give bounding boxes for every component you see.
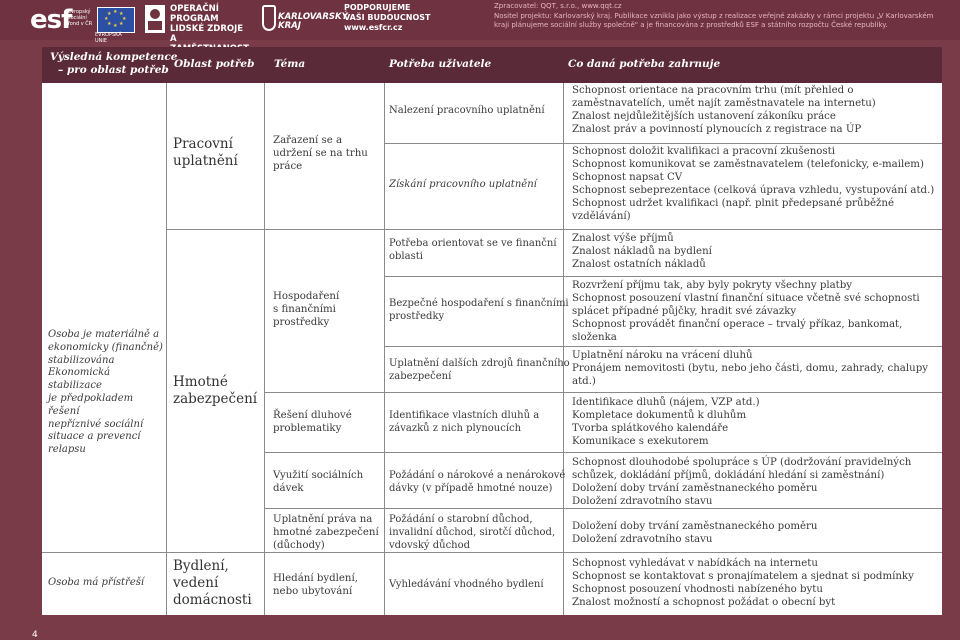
potreba-ziskani: Získání pracovního uplatnění xyxy=(389,179,537,190)
row-divider xyxy=(384,229,942,230)
co-line: zaměstnavatelích, umět najít zaměstnavatele na internetu) xyxy=(572,98,876,109)
kompetence-line: Ekonomická stabilizace xyxy=(48,367,111,392)
esf-logo-subtitle xyxy=(68,9,92,27)
tema-line: nebo ubytování xyxy=(273,586,353,597)
eu-flag-icon: ★ ★ ★ ★ ★ ★ ★ ★ xyxy=(97,7,135,33)
potreba-line: zabezpečení xyxy=(389,371,452,382)
co-line: Znalost možností a schopnost požádat o obecní byt xyxy=(572,597,836,608)
op-line: A xyxy=(170,34,177,44)
row-divider xyxy=(264,552,384,553)
kompetence-line: situace a prevencí xyxy=(48,431,141,443)
oblast-line: domácnosti xyxy=(173,592,252,608)
co-line: Rozvržení příjmu tak, aby byly pokryty všechny platby xyxy=(572,280,853,291)
info-line: Nositel projektu: Karlovarský kraj. Publikace vznikla jako výstup z realizace veřejné zakázky v rámci projektu „V Karlovarském xyxy=(494,11,934,20)
header-potreba: Potřeba uživatele xyxy=(389,58,492,70)
potreba-dalsi-zdroje xyxy=(389,357,570,383)
co-line: Doložení doby trvání zaměstnaneckého poměru xyxy=(572,483,818,494)
esf-sub-line: fond v ČR xyxy=(68,21,93,27)
row-divider xyxy=(384,276,942,277)
co-line: Schopnost posouzení vlastní finanční situace včetně své schopnosti xyxy=(572,293,920,304)
tema-line: prostředky xyxy=(273,317,330,328)
page-number: 4 xyxy=(32,630,38,640)
kraj-logo-text xyxy=(278,13,348,31)
header-tema: Téma xyxy=(274,58,306,70)
podporujeme-logo xyxy=(344,3,430,33)
esf-logo-text: esf xyxy=(30,5,72,35)
co-orientace-trh xyxy=(572,84,876,136)
header-kompetence xyxy=(50,51,178,77)
row-divider xyxy=(166,552,264,553)
row-divider xyxy=(166,229,264,230)
op-line: OPERAČNÍ PROGRAM xyxy=(170,4,219,24)
potreba-nalezeni: Nalezení pracovního uplatnění xyxy=(389,105,545,116)
co-line: složenka xyxy=(572,332,617,343)
co-vyhledavani-bydleni xyxy=(572,557,914,609)
op-logo xyxy=(145,3,255,44)
potreba-orientace xyxy=(389,237,557,263)
kompetence-ekonomicka xyxy=(48,329,164,457)
column-divider xyxy=(563,83,564,615)
esf-sub-line: evropský xyxy=(68,9,91,15)
potreba-line: dávky (v případě hmotné nouze) xyxy=(389,483,553,494)
co-line: Schopnost vyhledávat v nabídkách na internetu xyxy=(572,558,818,569)
potreba-line: Požádání o nárokové a nenárokové xyxy=(389,470,566,481)
publication-info xyxy=(494,2,956,31)
potreba-davky xyxy=(389,469,565,495)
kraj-emblem-icon xyxy=(262,5,276,31)
potreba-line: prostředky xyxy=(389,311,445,322)
tema-line: hmotné zabezpečení xyxy=(273,527,379,538)
co-line: Identifikace dluhů (nájem, VZP atd.) xyxy=(572,397,760,408)
tema-line: s finančními xyxy=(273,304,336,315)
co-line: Doložení zdravotního stavu xyxy=(572,496,713,507)
potreba-duchod xyxy=(389,513,555,552)
oblast-pracovni-uplatneni xyxy=(173,136,238,170)
row-divider xyxy=(384,392,942,393)
pod-line: VAŠI BUDOUCNOST xyxy=(344,13,431,22)
co-line: Schopnost sebeprezentace (celková úprava vzhledu, vystupování atd.) xyxy=(572,185,935,196)
column-divider xyxy=(166,83,167,615)
pod-url: www.esfcr.cz xyxy=(344,23,403,32)
row-divider xyxy=(264,392,384,393)
oblast-line: zabezpečení xyxy=(173,391,258,407)
co-spoluprace-up xyxy=(572,456,911,508)
kompetence-line: stabilizována xyxy=(48,354,115,366)
tema-line: (důchody) xyxy=(273,540,325,551)
co-line: Uplatnění nároku na vrácení dluhů xyxy=(572,350,753,361)
co-line: Znalost ostatních nákladů xyxy=(572,259,706,270)
kompetence-line: je předpokladem řešení xyxy=(48,392,134,417)
potreba-line: oblasti xyxy=(389,251,423,262)
row-divider xyxy=(384,552,942,553)
op-line: LIDSKÉ ZDROJE xyxy=(170,24,244,34)
co-line: Pronájem nemovitosti (bytu, nebo jeho části, domu, zahrady, chalupy xyxy=(572,363,928,374)
column-divider xyxy=(384,83,385,615)
kompetence-pristresi: Osoba má přístřeší xyxy=(48,577,145,588)
info-line: Zpracovatel: QQT, s.r.o., www.qqt.cz xyxy=(494,2,622,10)
kompetence-line: ekonomicky (finančně) xyxy=(48,341,163,353)
tema-line: Řešení dluhové xyxy=(273,410,352,421)
potreba-line: Uplatnění dalších zdrojů finančního xyxy=(389,358,570,369)
co-line: vzdělávání) xyxy=(572,211,631,222)
karlovarsky-kraj-logo xyxy=(262,3,348,37)
co-line: Schopnost provádět finanční operace – trvalý příkaz, bankomat, xyxy=(572,319,903,330)
co-line: Znalost práv a povinností plynoucích z registrace na ÚP xyxy=(572,124,862,135)
header-kompetence-line: Výsledná kompetence xyxy=(50,51,178,63)
potreba-line: Identifikace vlastních dluhů a xyxy=(389,410,540,421)
tema-line: práce xyxy=(273,161,303,172)
row-divider xyxy=(42,552,166,553)
kompetence-line: relapsu xyxy=(48,444,86,456)
oblast-line: vedení xyxy=(173,575,219,591)
row-divider xyxy=(264,229,384,230)
co-vraceni-dluhu xyxy=(572,349,928,388)
row-divider xyxy=(384,452,942,453)
tema-dluhy xyxy=(273,409,352,435)
kraj-line: KRAJ xyxy=(278,21,301,31)
row-divider xyxy=(384,346,942,347)
potreba-line: Bezpečné hospodaření s finančními xyxy=(389,298,569,309)
co-line: Doložení zdravotního stavu xyxy=(572,534,713,545)
potreba-line: závazků z nich plynoucích xyxy=(389,423,522,434)
oblast-line: uplatnění xyxy=(173,153,238,169)
tema-line: Zařazení se a xyxy=(273,135,343,146)
co-line: Schopnost udržet kvalifikaci (např. plnit předepsané průběžné xyxy=(572,198,894,209)
oblast-bydleni xyxy=(173,558,252,609)
co-line: Znalost výše příjmů xyxy=(572,233,674,244)
oblast-line: Pracovní xyxy=(173,136,233,152)
header-kompetence-line: – pro oblast potřeb xyxy=(58,64,169,76)
oblast-hmotne-zabezpeceni xyxy=(173,374,257,408)
column-divider xyxy=(264,83,265,615)
co-line: Schopnost doložit kvalifikaci a pracovní zkušenosti xyxy=(572,146,835,157)
co-line: Schopnost dlouhodobé spolupráce s ÚP (dodržování pravidelných xyxy=(572,457,912,468)
esf-sub-line: sociální xyxy=(68,15,87,21)
co-line: schůzek, dokládání příjmů, dokládání hledání si zaměstnání) xyxy=(572,470,885,481)
tema-line: Hledání bydlení, xyxy=(273,573,358,584)
tema-line: udržení se na trhu xyxy=(273,148,368,159)
kompetence-line: nepříznivé sociální xyxy=(48,418,144,430)
co-line: Znalost nejdůležitějších ustanovení zákoníku práce xyxy=(572,111,836,122)
potreba-bezpecne-hospodareni xyxy=(389,297,569,323)
co-line: Komunikace s exekutorem xyxy=(572,436,709,447)
tema-line: Uplatnění práva na xyxy=(273,514,373,525)
co-line: Schopnost se kontaktovat s pronajímatelem a sjednat si podmínky xyxy=(572,571,914,582)
co-line: Schopnost napsat CV xyxy=(572,172,683,183)
pod-line: PODPORUJEME xyxy=(344,3,411,12)
co-line: Tvorba splátkového kalendáře xyxy=(572,423,729,434)
header-bar xyxy=(0,0,960,44)
co-line: Znalost nákladů na bydlení xyxy=(572,246,712,257)
row-divider xyxy=(264,508,384,509)
tema-trh-prace xyxy=(273,134,368,173)
tema-line: dávek xyxy=(273,483,304,494)
co-line: Kompletace dokumentů k dluhům xyxy=(572,410,747,421)
co-line: atd.) xyxy=(572,376,596,387)
info-line: kraji plánujeme sociální služby společně" a je financována z prostředků ESF a státního rozpočtu České republiky. xyxy=(494,21,888,29)
tema-davky xyxy=(273,469,363,495)
co-line: Schopnost komunikovat se zaměstnavatelem (telefonicky, e-mailem) xyxy=(572,159,924,170)
op-person-icon xyxy=(145,5,165,33)
potreba-identifikace-dluhu xyxy=(389,409,539,435)
header-co: Co daná potřeba zahrnuje xyxy=(568,58,721,70)
tema-bydleni xyxy=(273,572,358,598)
tema-line: problematiky xyxy=(273,423,342,434)
competence-table xyxy=(42,47,942,615)
co-identifikace-dluhu xyxy=(572,396,760,448)
tema-line: Hospodaření xyxy=(273,291,340,302)
potreba-line: vdovský důchod xyxy=(389,540,471,551)
co-line: Doložení doby trvání zaměstnaneckého poměru xyxy=(572,521,818,532)
tema-duchody xyxy=(273,513,379,552)
co-line: splácet případné půjčky, hradit své závazky xyxy=(572,306,797,317)
co-rozvrzeni-prijmu xyxy=(572,279,920,344)
row-divider xyxy=(384,508,942,509)
kompetence-line: Osoba je materiálně a xyxy=(48,329,160,340)
tema-hospodareni xyxy=(273,290,339,329)
co-znalost-prijmu xyxy=(572,232,712,271)
potreba-bydleni: Vyhledávání vhodného bydlení xyxy=(389,579,544,590)
row-divider xyxy=(384,143,942,144)
kraj-line: KARLOVARSKÝ xyxy=(278,12,348,22)
oblast-line: Hmotné xyxy=(173,374,228,390)
co-line: Schopnost orientace na pracovním trhu (mít přehled o xyxy=(572,85,854,96)
tema-line: Využití sociálních xyxy=(273,470,364,481)
header-oblast: Oblast potřeb xyxy=(174,58,255,70)
esf-logo xyxy=(30,4,134,44)
potreba-line: Požádání o starobní důchod, xyxy=(389,514,533,525)
potreba-line: invalidní důchod, sirotčí důchod, xyxy=(389,527,556,538)
co-ziskani-prace xyxy=(572,145,934,223)
co-doloz-duchod xyxy=(572,520,817,546)
co-line: Schopnost posouzení vhodnosti nabízeného bytu xyxy=(572,584,823,595)
row-divider xyxy=(264,452,384,453)
eu-label: EVROPSKÁ UNIE xyxy=(95,32,122,44)
oblast-line: Bydlení, xyxy=(173,558,229,574)
potreba-line: Potřeba orientovat se ve finanční xyxy=(389,238,557,249)
